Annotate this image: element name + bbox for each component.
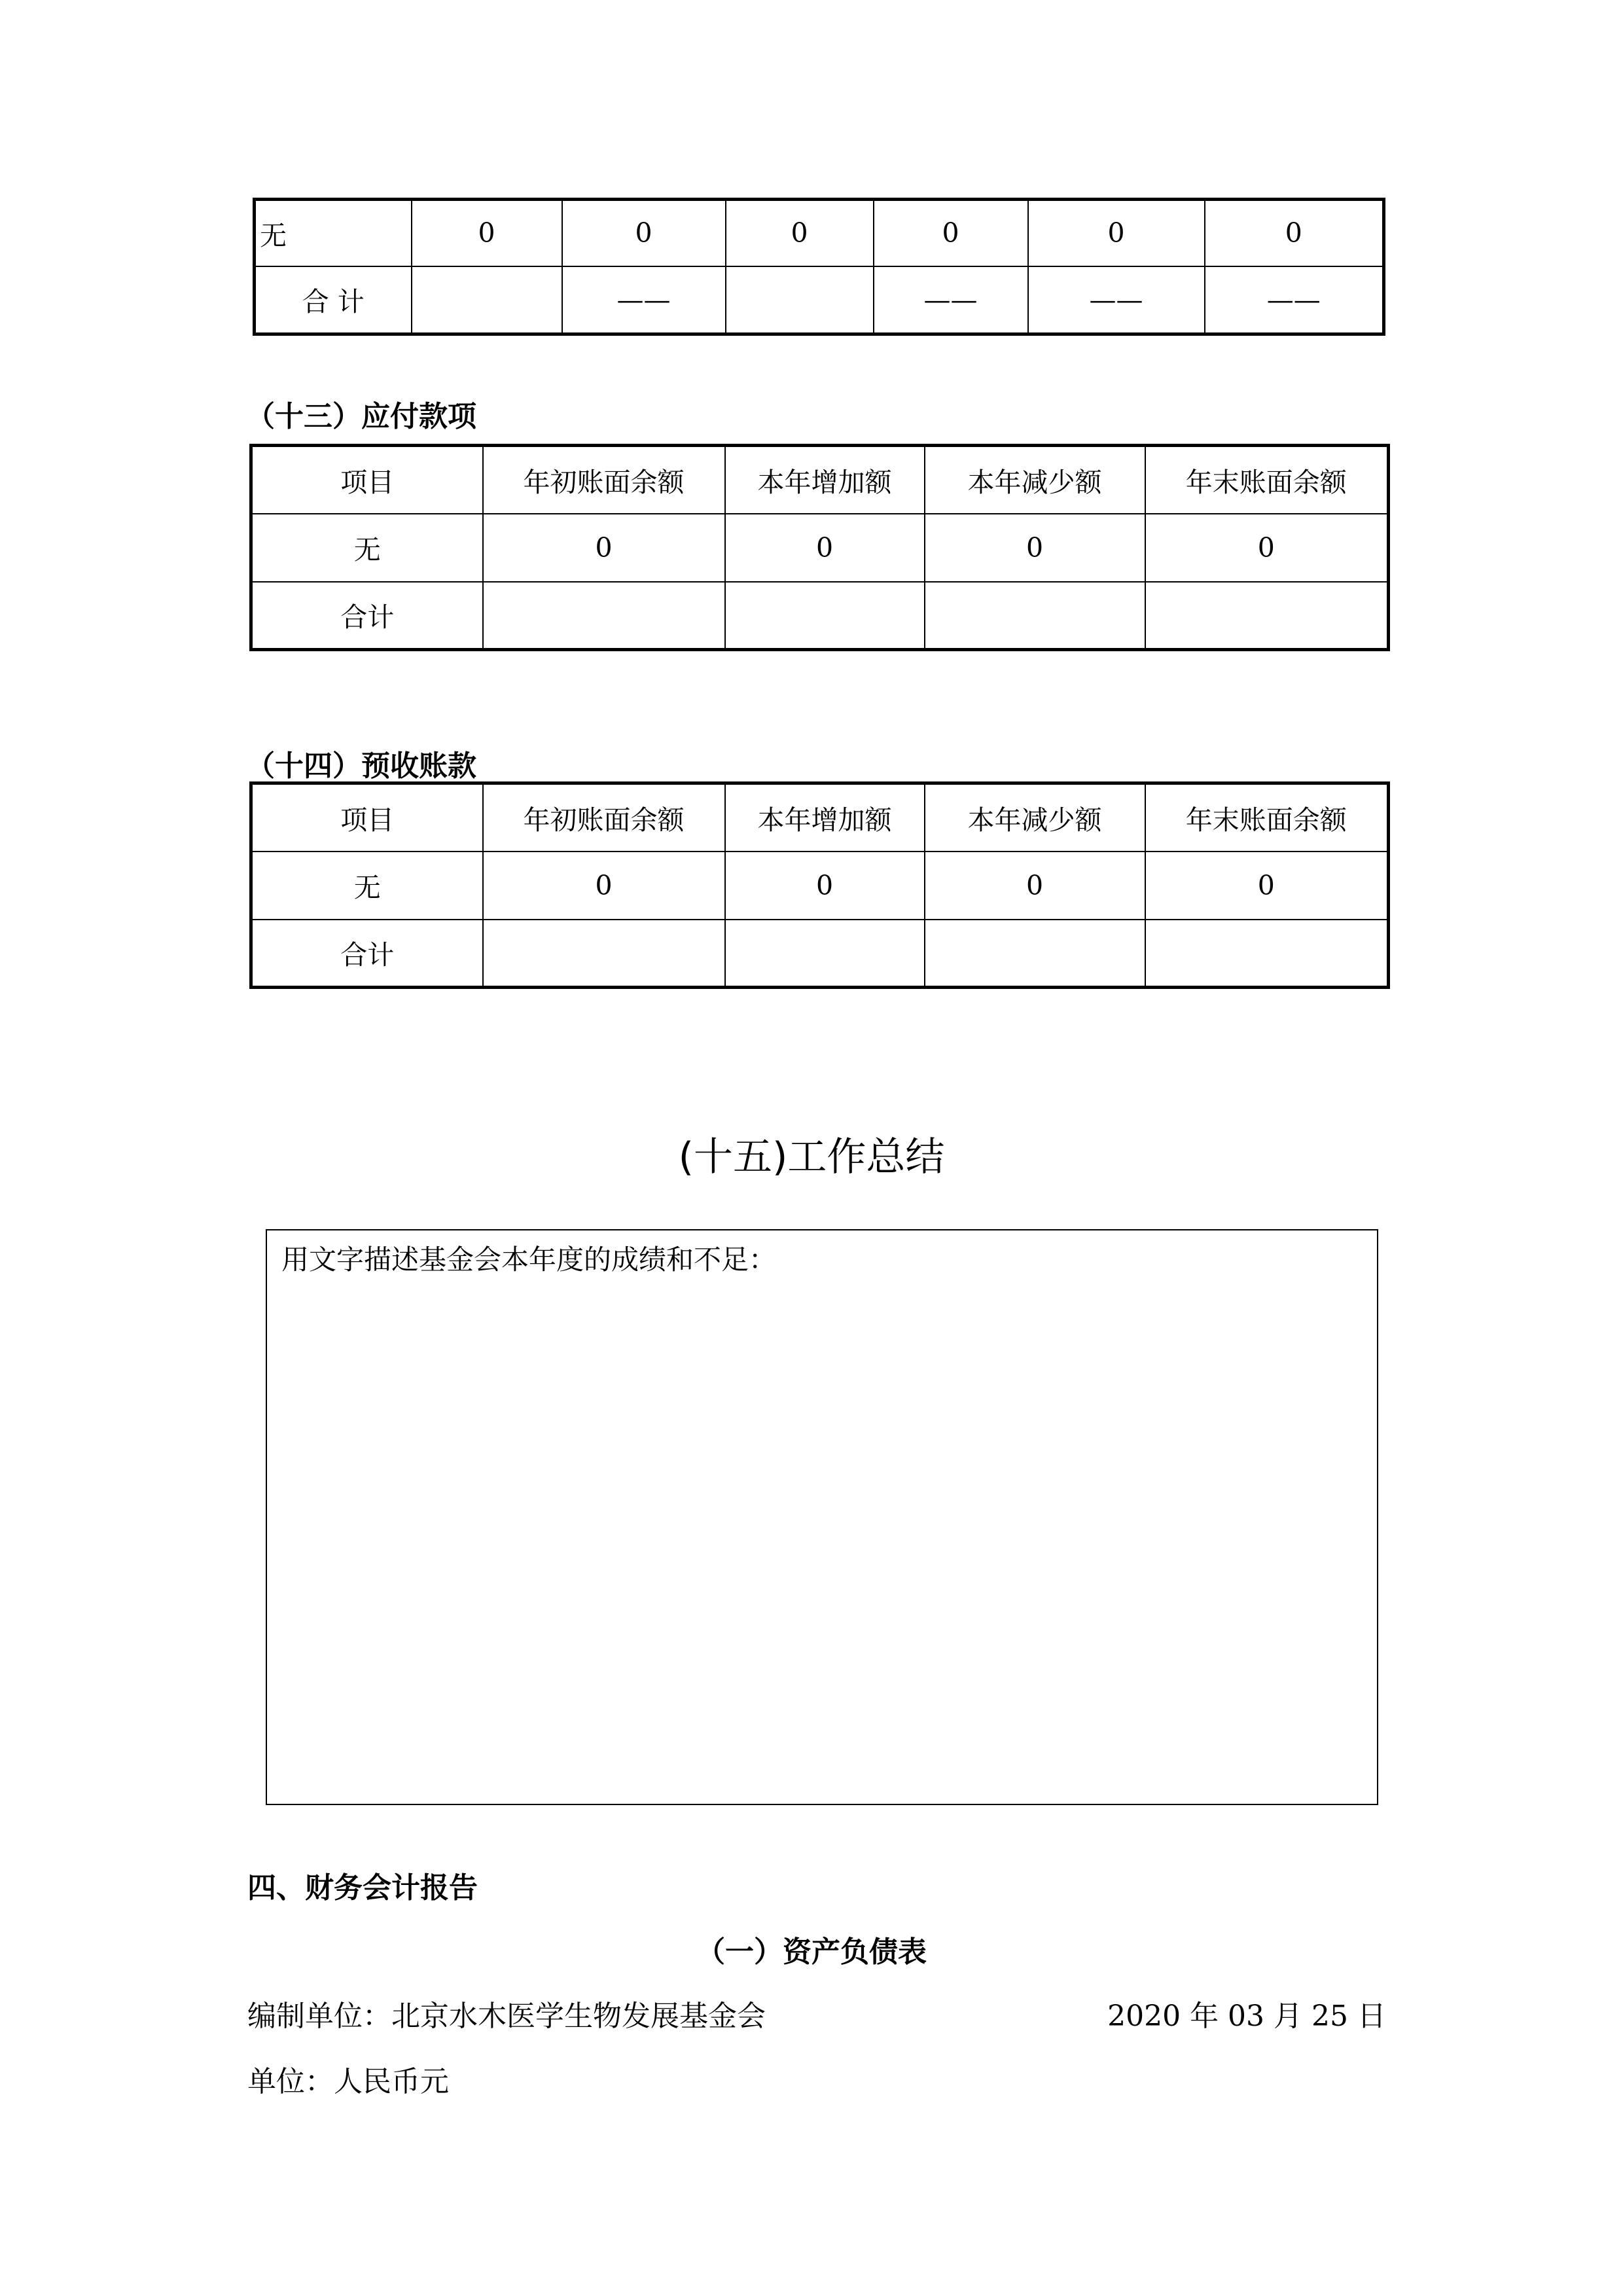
section14-title: （十四）预收账款 [246,749,476,783]
header-cell: 项目 [251,446,483,514]
header-cell: 本年增加额 [725,783,925,852]
header-cell: 本年减少额 [925,783,1145,852]
cell [1145,582,1389,650]
work-summary-box [266,1229,1378,1805]
cell: 0 [483,514,725,582]
cell: 合计 [251,582,483,650]
cell: 0 [725,852,925,920]
org-line: 编制单位：北京水木医学生物发展基金会 [247,2000,766,2033]
table-row [251,920,1389,988]
cell [725,920,925,988]
cell: 无 [251,514,483,582]
cell: 0 [1145,514,1389,582]
section13-title: （十三）应付款项 [246,400,476,433]
work-summary-prompt: 用文字描述基金会本年度的成绩和不足： [281,1244,777,1276]
cell [412,266,562,334]
header-cell: 年初账面余额 [483,446,725,514]
header-cell: 年末账面余额 [1145,783,1389,852]
unit-line: 单位：人民币元 [247,2065,449,2098]
cell [925,582,1145,650]
table-row [255,266,1384,334]
cell: —— [1028,266,1205,334]
header-cell: 项目 [251,783,483,852]
header-cell: 本年减少额 [925,446,1145,514]
cell: —— [1205,266,1384,334]
cell: 0 [925,514,1145,582]
report-date: 2020 年 03 月 25 日 [1107,2000,1386,2033]
table-row [251,852,1389,920]
header-cell: 本年增加额 [725,446,925,514]
cell [483,920,725,988]
table-row [251,582,1389,650]
cell [483,582,725,650]
table-header-row [251,783,1389,852]
cell: 0 [925,852,1145,920]
table-header-row [251,446,1389,514]
cell: 合计 [251,920,483,988]
balance-sheet-title: （一）资产负债表 [696,1935,927,1969]
cell: —— [874,266,1028,334]
cell: 无 [251,852,483,920]
cell: 合 计 [255,266,412,334]
cell: 无 [255,200,412,266]
cell: 0 [412,200,562,266]
header-cell: 年初账面余额 [483,783,725,852]
cell: 0 [1145,852,1389,920]
top-table [253,198,1385,336]
section4-title: 四、财务会计报告 [247,1871,478,1905]
cell: 0 [725,514,925,582]
cell: —— [562,266,726,334]
cell [725,582,925,650]
section15-title: (十五)工作总结 [678,1134,945,1180]
cell [1145,920,1389,988]
cell: 0 [1205,200,1384,266]
section14-table [249,781,1390,989]
header-cell: 年末账面余额 [1145,446,1389,514]
cell: 0 [1028,200,1205,266]
cell: 0 [483,852,725,920]
table-row [251,514,1389,582]
cell: 0 [562,200,726,266]
table-row [255,200,1384,266]
cell: 0 [726,200,874,266]
cell [925,920,1145,988]
section13-table [249,444,1390,651]
cell: 0 [874,200,1028,266]
cell [726,266,874,334]
